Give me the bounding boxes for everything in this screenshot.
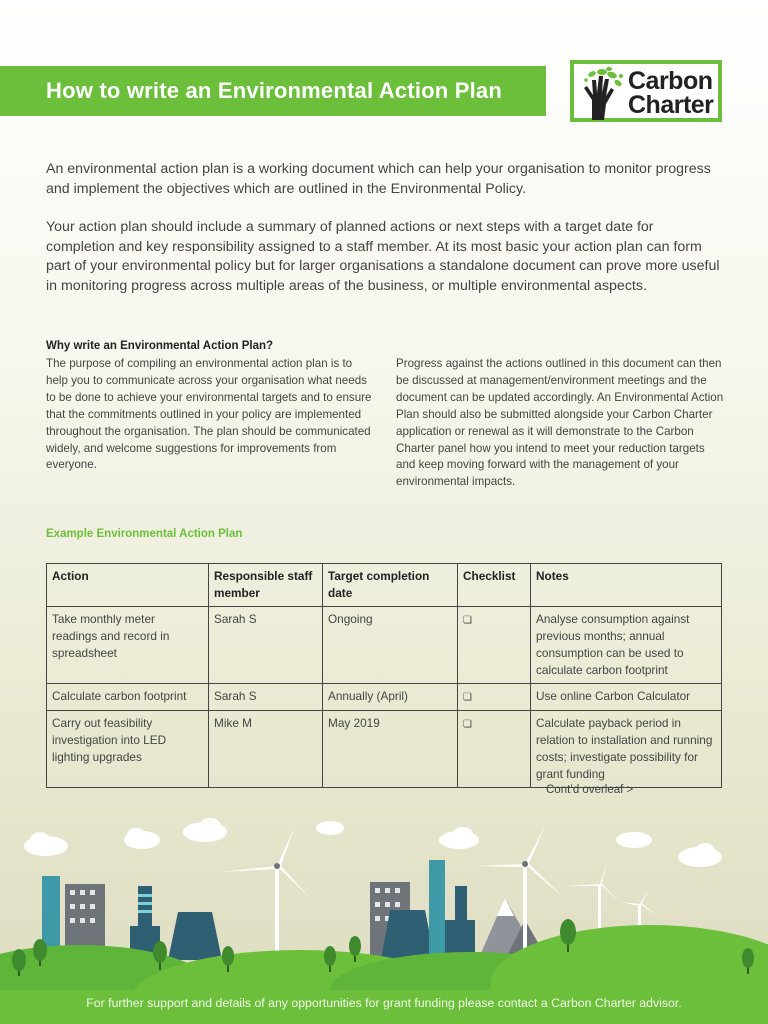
intro-paragraph-1: An environmental action plan is a working document which can help your organisation to monitor progress and implement the objectives which are outlined in the Environmental Policy.: [46, 161, 711, 197]
column-header-date: Target completion date: [323, 564, 458, 607]
logo-text-charter: Charter: [628, 91, 714, 119]
cell-action: Calculate carbon footprint: [47, 684, 209, 711]
why-heading: Why write an Environmental Action Plan?: [46, 340, 274, 352]
hand-leaves-icon: [580, 66, 628, 120]
column-header-staff: Responsible staff member: [209, 564, 323, 607]
table-row: [47, 607, 722, 684]
cell-checklist: [458, 607, 531, 684]
cell-staff: Sarah S: [209, 607, 323, 684]
page-title: How to write an Environmental Action Plan: [46, 78, 502, 103]
intro-paragraph-2: Your action plan should include a summary of planned actions or next steps with a target date for completion and key responsibility assigned to a staff member. At its most basic your action plan can form part of your environmental policy but for larger organisations a standalone document can prove more useful in monitoring progress across multiple areas of the business, or multiple environmental aspects.: [46, 219, 720, 294]
column-header-checklist: Checklist: [458, 564, 531, 607]
cell-action: Take monthly meter readings and record in spreadsheet: [47, 607, 209, 684]
checkbox-icon[interactable]: ❏: [463, 615, 472, 626]
table-header-row: [47, 564, 722, 607]
column-header-action: Action: [47, 564, 209, 607]
cell-checklist: [458, 684, 531, 711]
table-row: [47, 711, 722, 788]
why-left-column: The purpose of compiling an environmental action plan is to help you to communicate across your organisation what needs to be done to achieve your environmental targets and to ensure that the commitments outlined in your policy are implemented throughout the organisation. The plan should be communicated widely, and welcome suggestions for improvements from everyone.: [46, 357, 372, 472]
action-plan-table: [46, 563, 722, 788]
logo-text-carbon: Carbon: [628, 67, 713, 95]
cell-notes: Use online Carbon Calculator: [531, 684, 722, 711]
example-heading: Example Environmental Action Plan: [46, 528, 243, 540]
cell-date: Ongoing: [323, 607, 458, 684]
green-city-illustration: [0, 810, 768, 990]
why-right-column: Progress against the actions outlined in this document can then be discussed at management/environment meetings and the document can be updated accordingly. An Environmental Action Plan should also be submitted alongside your Carbon Charter application or renewal as it will demonstrate to the Carbon Charter panel how you intend to meet your reduction targets and keep moving forward with the management of your environmental impacts.: [396, 357, 724, 489]
cell-date: Annually (April): [323, 684, 458, 711]
cooling-tower: [168, 912, 222, 960]
table-row: [47, 684, 722, 711]
cell-staff: Mike M: [209, 711, 323, 788]
cell-date: May 2019: [323, 711, 458, 788]
cell-staff: Sarah S: [209, 684, 323, 711]
footer-text: For further support and details of any opportunities for grant funding please contact a Carbon Charter advisor.: [86, 996, 682, 1010]
checkbox-icon[interactable]: ❏: [463, 719, 472, 730]
column-header-notes: Notes: [531, 564, 722, 607]
cell-checklist: [458, 711, 531, 788]
cell-notes: Calculate payback period in relation to installation and running costs; investigate possibility for grant funding: [531, 711, 722, 788]
cell-action: Carry out feasibility investigation into LED lighting upgrades: [47, 711, 209, 788]
checkbox-icon[interactable]: ❏: [463, 692, 472, 703]
continued-overleaf: Cont’d overleaf >: [546, 784, 634, 796]
carbon-charter-logo: [570, 60, 722, 122]
clouds: [24, 818, 722, 867]
cell-notes: Analyse consumption against previous months; annual consumption can be used to calculate carbon footprint: [531, 607, 722, 684]
